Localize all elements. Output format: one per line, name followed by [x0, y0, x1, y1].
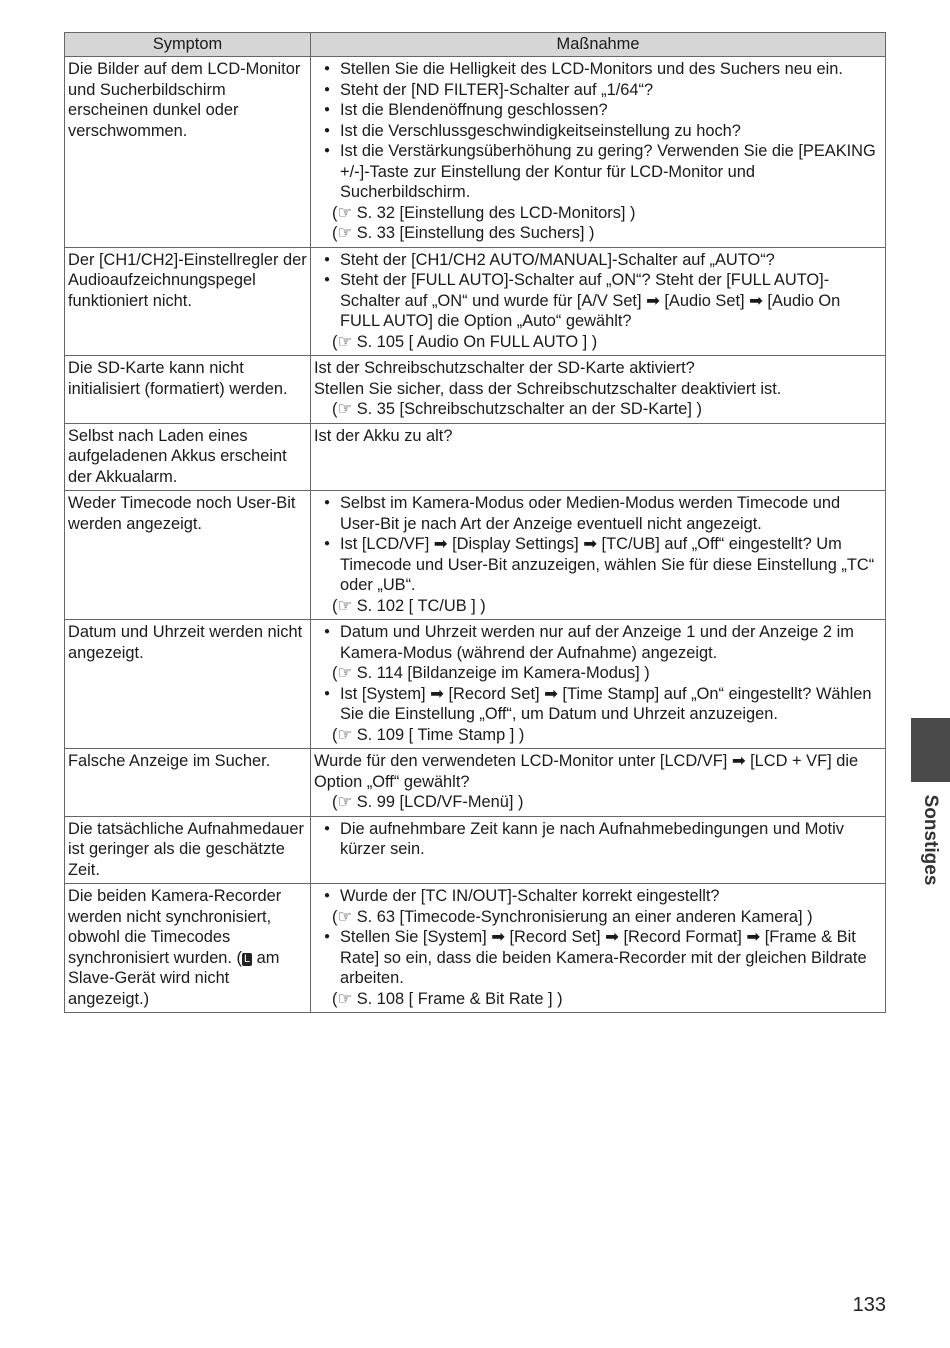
action-cell	[311, 423, 886, 491]
action-cell	[311, 491, 886, 620]
table-row	[65, 423, 886, 491]
action-cell	[311, 247, 886, 356]
action-bullet: ● Ist die Verstärkungsüberhöhung zu gering? Verwenden Sie die [PEAKING +/-]-Taste zur Einstellung der Kontur für LCD-Monitor und Sucherbildschirm.	[314, 141, 882, 203]
section-tab	[911, 718, 950, 782]
action-bullet: ● Ist die Verschlussgeschwindigkeitseinstellung zu hoch?	[314, 121, 882, 142]
action-text: Stellen Sie sicher, dass der Schreibschutzschalter deaktiviert ist.	[314, 379, 782, 398]
symptom-cell: Der [CH1/CH2]-Einstellregler der Audioaufzeichnungspegel funktioniert nicht.	[65, 247, 311, 356]
action-bullet: ● Datum und Uhrzeit werden nur auf der Anzeige 1 und der Anzeige 2 im Kamera-Modus (während der Aufnahme) angezeigt.	[314, 622, 882, 663]
action-bullet: ● Ist [System] ➡ [Record Set] ➡ [Time Stamp] auf „On“ eingestellt? Wählen Sie die Einstellung „Off“, um Datum und Uhrzeit anzuzeigen.	[314, 684, 882, 725]
page-reference: (☞ S. 102 [ TC/UB ] )	[332, 596, 486, 615]
header-massnahme: Maßnahme	[311, 33, 886, 57]
symptom-text-before: Die beiden Kamera-Recorder werden nicht synchronisiert, obwohl die Timecodes synchronisiert wurden. (	[68, 887, 282, 967]
action-cell	[311, 884, 886, 1013]
symptom-cell: Selbst nach Laden eines aufgeladenen Akkus erscheint der Akkualarm.	[65, 423, 311, 491]
symptom-cell: Die tatsächliche Aufnahmedauer ist geringer als die geschätzte Zeit.	[65, 816, 311, 884]
table-row	[65, 816, 886, 884]
symptom-cell: Weder Timecode noch User-Bit werden angezeigt.	[65, 491, 311, 620]
action-cell	[311, 620, 886, 749]
slave-l-icon: L	[244, 952, 251, 965]
page-number: 133	[852, 1294, 886, 1316]
table-row	[65, 884, 886, 1013]
action-bullet: ● Stellen Sie [System] ➡ [Record Set] ➡ [Record Format] ➡ [Frame & Bit Rate] so ein, dass die beiden Kamera-Recorder mit der gleichen Bildrate arbeiten.	[314, 927, 882, 989]
action-bullet: ● Steht der [FULL AUTO]-Schalter auf „ON“? Steht der [FULL AUTO]-Schalter auf „ON“ und wurde für [A/V Set] ➡ [Audio Set] ➡ [Audio On FULL AUTO] die Option „Auto“ gewählt?	[314, 270, 882, 332]
symptom-cell: Falsche Anzeige im Sucher.	[65, 749, 311, 817]
page-reference: (☞ S. 35 [Schreibschutzschalter an der SD-Karte] )	[332, 400, 702, 418]
page-reference: (☞ S. 99 [LCD/VF-Menü] )	[332, 793, 524, 811]
table-header-row	[65, 33, 886, 57]
action-text: Ist der Akku zu alt?	[314, 426, 453, 445]
symptom-text-after: am Slave-Gerät wird nicht angezeigt.)	[68, 948, 280, 1008]
action-cell	[311, 749, 886, 817]
action-bullet: ● Steht der [CH1/CH2 AUTO/MANUAL]-Schalter auf „AUTO“?	[314, 250, 882, 271]
symptom-cell: Die Bilder auf dem LCD-Monitor und Sucherbildschirm erscheinen dunkel oder verschwommen.	[65, 57, 311, 248]
page-reference: (☞ S. 105 [ Audio On FULL AUTO ] )	[332, 332, 598, 351]
page-reference: (☞ S. 114 [Bildanzeige im Kamera-Modus] )	[332, 664, 650, 682]
action-bullet: ● Die aufnehmbare Zeit kann je nach Aufnahmebedingungen und Motiv kürzer sein.	[314, 819, 882, 860]
table-row	[65, 749, 886, 817]
troubleshooting-table	[64, 32, 886, 1013]
header-symptom: Symptom	[65, 33, 311, 57]
symptom-cell: Datum und Uhrzeit werden nicht angezeigt.	[65, 620, 311, 749]
section-label: Sonstiges	[920, 794, 941, 886]
action-cell	[311, 356, 886, 424]
table-row	[65, 57, 886, 248]
page-reference: (☞ S. 32 [Einstellung des LCD-Monitors] )	[332, 203, 636, 222]
action-text: Ist der Schreibschutzschalter der SD-Karte aktiviert?	[314, 359, 695, 377]
table-row	[65, 491, 886, 620]
page-reference: (☞ S. 109 [ Time Stamp ] )	[332, 725, 525, 744]
action-text: Wurde für den verwendeten LCD-Monitor unter [LCD/VF] ➡ [LCD + VF] die Option „Off“ gewählt?	[314, 752, 859, 791]
table-row	[65, 620, 886, 749]
action-bullet: ● Steht der [ND FILTER]-Schalter auf „1/64“?	[314, 80, 882, 101]
action-bullet: ● Stellen Sie die Helligkeit des LCD-Monitors und des Suchers neu ein.	[314, 59, 882, 80]
action-bullet: ● Selbst im Kamera-Modus oder Medien-Modus werden Timecode und User-Bit je nach Art der Anzeige eventuell nicht angezeigt.	[314, 493, 882, 534]
action-cell	[311, 816, 886, 884]
page-reference: (☞ S. 108 [ Frame & Bit Rate ] )	[332, 989, 563, 1008]
page-reference: (☞ S. 63 [Timecode-Synchronisierung an einer anderen Kamera] )	[332, 907, 813, 926]
action-bullet: ● Wurde der [TC IN/OUT]-Schalter korrekt eingestellt?	[314, 886, 882, 907]
symptom-cell: Die SD-Karte kann nicht initialisiert (formatiert) werden.	[65, 356, 311, 424]
action-bullet: ● Ist die Blendenöffnung geschlossen?	[314, 100, 882, 121]
symptom-cell	[65, 884, 311, 1013]
action-bullet: ● Ist [LCD/VF] ➡ [Display Settings] ➡ [TC/UB] auf „Off“ eingestellt? Um Timecode und User-Bit anzuzeigen, wählen Sie für diese Einstellung „TC“ oder „UB“.	[314, 534, 882, 596]
table-row	[65, 356, 886, 424]
table-row	[65, 247, 886, 356]
action-cell	[311, 57, 886, 248]
page-reference: (☞ S. 33 [Einstellung des Suchers] )	[332, 224, 595, 242]
